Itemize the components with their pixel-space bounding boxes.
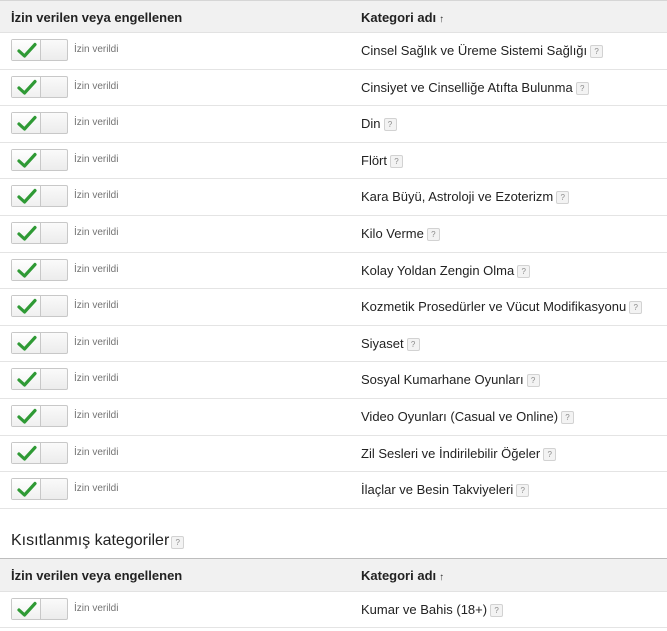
status-text: İzin verildi <box>74 190 119 202</box>
checkmark-icon <box>17 188 37 205</box>
allow-toggle[interactable] <box>11 259 68 281</box>
category-name <box>361 70 589 105</box>
help-icon[interactable]: ? <box>590 45 603 58</box>
table-row <box>0 289 667 326</box>
checkmark-icon <box>17 42 37 59</box>
arrow-up-icon: ↑ <box>439 571 445 583</box>
help-icon[interactable]: ? <box>427 228 440 241</box>
col-header-status[interactable]: İzin verilen veya engellenen <box>11 567 183 583</box>
help-icon[interactable]: ? <box>171 536 184 549</box>
category-label: Cinsiyet ve Cinselliğe Atıfta Bulunma <box>361 79 573 95</box>
checkmark-icon <box>17 445 37 462</box>
help-icon[interactable]: ? <box>490 604 503 617</box>
status-text: İzin verildi <box>74 409 119 421</box>
category-name <box>361 33 603 68</box>
allow-toggle[interactable] <box>11 112 68 134</box>
restricted-table <box>0 559 667 629</box>
col-header-category-label: Kategori adı <box>361 567 437 583</box>
table-row <box>0 70 667 107</box>
help-icon[interactable]: ? <box>629 301 642 314</box>
category-name <box>361 179 569 214</box>
category-label: Siyaset <box>361 335 404 351</box>
status-text: İzin verildi <box>74 117 119 129</box>
restricted-table-body <box>0 592 667 629</box>
table-row <box>0 143 667 180</box>
category-label: Kara Büyü, Astroloji ve Ezoterizm <box>361 189 554 205</box>
status-text: İzin verildi <box>74 80 119 92</box>
status-text: İzin verildi <box>74 153 119 165</box>
checkmark-icon <box>17 371 37 388</box>
allow-toggle[interactable] <box>11 368 68 390</box>
status-text: İzin verildi <box>74 336 119 348</box>
category-label: Video Oyunları (Casual ve Online) <box>361 408 559 424</box>
category-label: Flört <box>361 152 387 168</box>
category-label: İlaçlar ve Besin Takviyeleri <box>361 482 514 498</box>
status-text: İzin verildi <box>74 300 119 312</box>
category-label: Sosyal Kumarhane Oyunları <box>361 372 524 388</box>
checkmark-icon <box>17 481 37 498</box>
allow-toggle[interactable] <box>11 39 68 61</box>
table-row <box>0 106 667 143</box>
checkmark-icon <box>17 262 37 279</box>
category-name <box>361 289 642 324</box>
help-icon[interactable]: ? <box>527 374 540 387</box>
status-text: İzin verildi <box>74 602 119 614</box>
category-name <box>361 253 530 288</box>
help-icon[interactable]: ? <box>561 411 574 424</box>
table-row <box>0 326 667 363</box>
table-row <box>0 592 667 629</box>
status-text: İzin verildi <box>74 483 119 495</box>
table-header <box>0 0 667 33</box>
help-icon[interactable]: ? <box>576 82 589 95</box>
category-name <box>361 216 440 251</box>
col-header-category[interactable] <box>361 559 444 592</box>
table-row <box>0 179 667 216</box>
table-row <box>0 253 667 290</box>
checkmark-icon <box>17 335 37 352</box>
category-name <box>361 143 403 178</box>
category-label: Zil Sesleri ve İndirilebilir Öğeler <box>361 445 541 461</box>
table-row <box>0 472 667 509</box>
help-icon[interactable]: ? <box>516 484 529 497</box>
table-row <box>0 216 667 253</box>
restricted-table-header <box>0 559 667 592</box>
checkmark-icon <box>17 225 37 242</box>
category-name <box>361 326 420 361</box>
checkmark-icon <box>17 601 37 618</box>
status-text: İzin verildi <box>74 226 119 238</box>
category-label: Din <box>361 116 381 132</box>
table-row <box>0 399 667 436</box>
allow-toggle[interactable] <box>11 405 68 427</box>
help-icon[interactable]: ? <box>407 338 420 351</box>
category-name <box>361 592 503 627</box>
status-text: İzin verildi <box>74 263 119 275</box>
category-label: Kozmetik Prosedürler ve Vücut Modifikasyonu <box>361 299 627 315</box>
checkmark-icon <box>17 298 37 315</box>
help-icon[interactable]: ? <box>517 265 530 278</box>
checkmark-icon <box>17 152 37 169</box>
checkmark-icon <box>17 408 37 425</box>
allow-toggle[interactable] <box>11 76 68 98</box>
category-label: Kilo Verme <box>361 225 424 241</box>
table-body <box>0 33 667 509</box>
status-text: İzin verildi <box>74 44 119 55</box>
help-icon[interactable]: ? <box>543 448 556 461</box>
checkmark-icon <box>17 115 37 132</box>
help-icon[interactable]: ? <box>384 118 397 131</box>
allow-toggle[interactable] <box>11 185 68 207</box>
allow-toggle[interactable] <box>11 222 68 244</box>
allow-toggle[interactable] <box>11 442 68 464</box>
col-header-category[interactable] <box>361 1 444 34</box>
allow-toggle[interactable] <box>11 149 68 171</box>
allow-toggle[interactable] <box>11 295 68 317</box>
checkmark-icon <box>17 79 37 96</box>
table-row <box>0 33 667 70</box>
category-label: Kolay Yoldan Zengin Olma <box>361 262 515 278</box>
category-name <box>361 106 397 141</box>
status-text: İzin verildi <box>74 446 119 458</box>
allow-toggle[interactable] <box>11 598 68 620</box>
category-label: Cinsel Sağlık ve Üreme Sistemi Sağlığı <box>361 43 588 58</box>
col-header-category-label: Kategori adı <box>361 10 437 25</box>
help-icon[interactable]: ? <box>390 155 403 168</box>
category-name <box>361 472 529 507</box>
arrow-up-icon: ↑ <box>439 14 445 25</box>
restricted-title-text: Kısıtlanmış kategoriler <box>11 531 170 549</box>
category-name <box>361 436 556 471</box>
help-icon[interactable]: ? <box>556 191 569 204</box>
allow-toggle[interactable] <box>11 332 68 354</box>
status-text: İzin verildi <box>74 373 119 385</box>
category-label: Kumar ve Bahis (18+) <box>361 601 488 617</box>
restricted-section-title <box>0 509 667 559</box>
category-name <box>361 399 574 434</box>
table-row <box>0 362 667 399</box>
category-name <box>361 362 540 397</box>
allow-toggle[interactable] <box>11 478 68 500</box>
col-header-status[interactable]: İzin verilen veya engellenen <box>11 10 183 25</box>
table-row <box>0 436 667 473</box>
